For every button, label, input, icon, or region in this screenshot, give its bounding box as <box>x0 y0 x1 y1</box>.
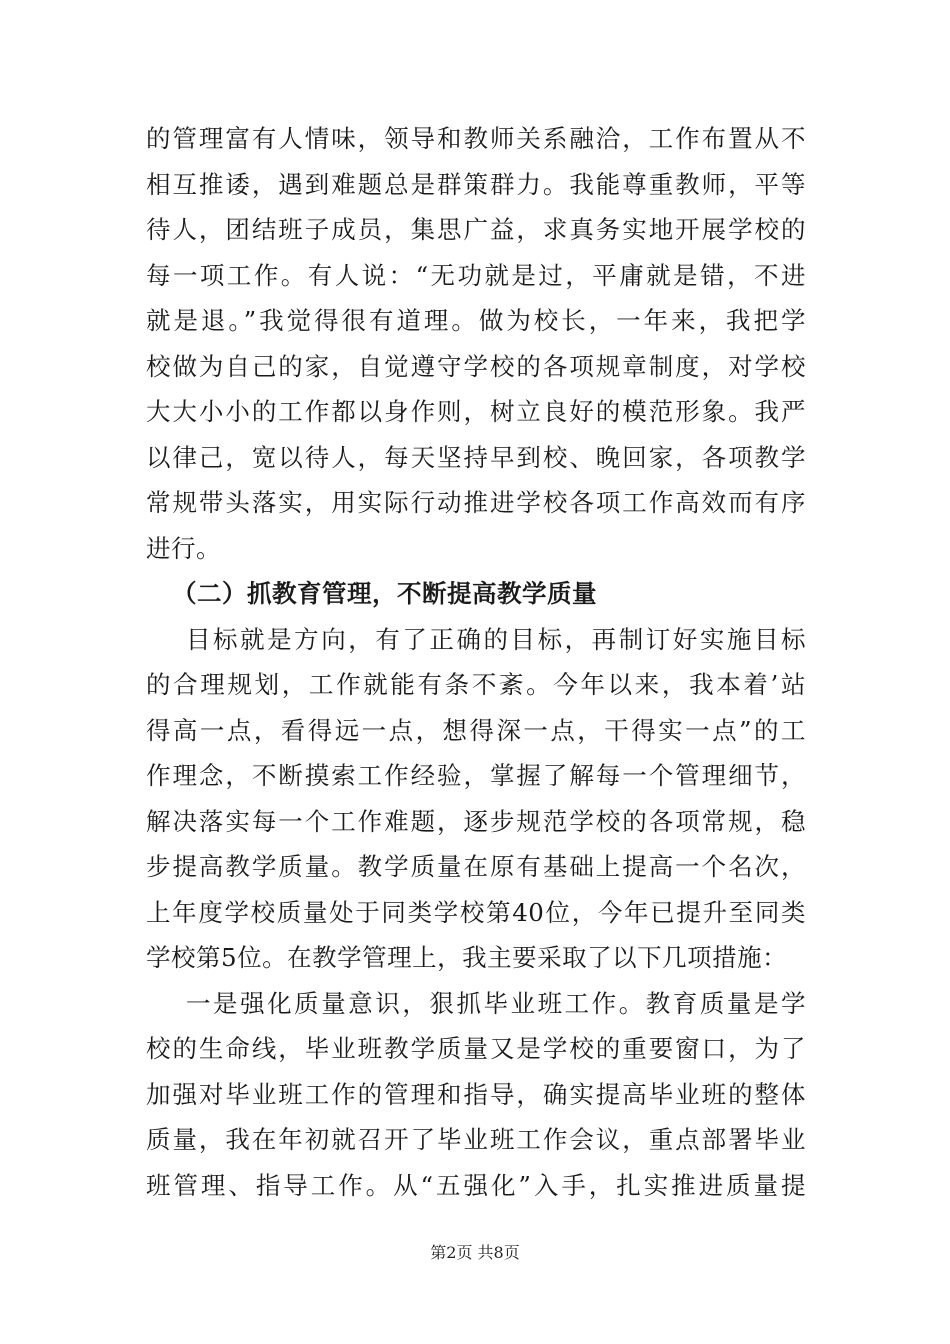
text-line: 待人，团结班子成员，集思广益，求真务实地开展学校的 <box>146 215 806 244</box>
text-line: 加强对毕业班工作的管理和指导，确实提高毕业班的整体 <box>146 1079 806 1109</box>
text-line: 上年度学校质量处于同类学校第40位，今年已提升至同类 <box>146 897 806 927</box>
paragraph-1 <box>146 116 806 571</box>
paragraph-2 <box>146 617 806 981</box>
text-line: 作理念，不断摸索工作经验，掌握了解每一个管理细节， <box>146 761 806 790</box>
text-line: 进行。 <box>146 533 221 563</box>
text-line: 校的生命线，毕业班教学质量又是学校的重要窗口，为了 <box>146 1034 806 1063</box>
paragraph-3 <box>146 981 806 1209</box>
text-line: 得高一点，看得远一点，想得深一点，干得实一点”的工 <box>146 715 806 745</box>
text-line: 常规带头落实，用实际行动推进学校各项工作高效而有序 <box>146 488 806 517</box>
text-line: 的管理富有人情味，领导和教师关系融洽，工作布置从不 <box>146 124 806 153</box>
text-line: 班管理、指导工作。从“五强化”入手，扎实推进质量提 <box>146 1170 806 1200</box>
document-body <box>146 116 806 1208</box>
text-line: 目标就是方向，有了正确的目标，再制订好实施目标 <box>186 624 806 654</box>
text-line: 相互推诿，遇到难题总是群策群力。我能尊重教师，平等 <box>146 169 806 199</box>
text-line: 就是退。”我觉得很有道理。做为校长，一年来，我把学 <box>146 306 806 335</box>
text-line: 以律己，宽以待人，每天坚持早到校、晚回家，各项教学 <box>146 442 806 472</box>
text-line: 学校第5位。在教学管理上，我主要采取了以下几项措施： <box>146 943 788 972</box>
text-line: 校做为自己的家，自觉遵守学校的各项规章制度，对学校 <box>146 351 806 381</box>
text-line: 解决落实每一个工作难题，逐步规范学校的各项常规，稳 <box>146 806 806 836</box>
text-line: 的合理规划，工作就能有条不紊。今年以来，我本着’站 <box>146 670 806 699</box>
text-line: 一是强化质量意识，狠抓毕业班工作。教育质量是学 <box>186 988 806 1018</box>
text-line: 大大小小的工作都以身作则，树立良好的模范形象。我严 <box>146 397 806 426</box>
text-line: 每一项工作。有人说：“无功就是过，平庸就是错，不进 <box>146 260 806 290</box>
page-footer: 第2页 共8页 <box>430 1243 520 1262</box>
section-heading: （二）抓教育管理，不断提高教学质量 <box>172 579 597 608</box>
text-line: 步提高教学质量。教学质量在原有基础上提高一个名次， <box>146 852 806 881</box>
text-line: 质量，我在年初就召开了毕业班工作会议，重点部署毕业 <box>146 1125 806 1154</box>
